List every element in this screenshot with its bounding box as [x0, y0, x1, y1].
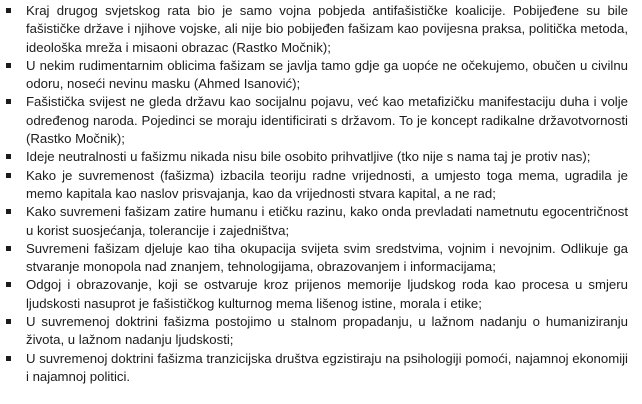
list-item-text: Kraj drugog svjetskog rata bio je samo vojna pobjeda antifašističke koalicije. Pobijeđene su bile fašističke države i njihove vojske, ali nije bio pobijeđen fašizam kao povijesna praksa, politička metoda, ideološka mreža i misaoni obrazac (Rastko Močnik); [26, 3, 628, 55]
square-bullet-icon [6, 319, 11, 324]
bullet-list [0, 2, 642, 386]
square-bullet-icon [6, 154, 11, 159]
list-item [0, 167, 642, 204]
list-item-text: Suvremeni fašizam djeluje kao tiha okupacija svijeta svim sredstvima, vojnim i nevojnim. Odlikuje ga stvaranje monopola nad znanjem, tehnologijama, obrazovanjem i informacijama; [26, 240, 628, 275]
list-item-text: Kako je suvremenost (fašizma) izbacila teoriju radne vrijednosti, a umjesto toga mema, ugradila je memo kapitala kao naslov prisvajanja, kao da vrijednosti stvara kapital, a ne rad; [26, 167, 628, 201]
square-bullet-icon [6, 356, 11, 361]
document-body [0, 2, 642, 386]
list-item-text: Fašistička svijest ne gleda državu kao socijalnu pojavu, već kao metafizičku manifestaciju duha i volje određenog naroda. Pojedinci se moraju identificirati s državom. To je koncept radikalne državotvornosti (Rastko Močnik); [26, 94, 628, 147]
list-item-text: U suvremenoj doktrini fašizma postojimo u stalnom propadanju, u lažnom nadanju o humaniziranju života, u lažnom nadanju ljudskosti; [26, 314, 628, 348]
list-item-text: Ideje neutralnosti u fašizmu nikada nisu bile osobito prihvatljive (tko nije s nama taj je protiv nas); [26, 149, 591, 165]
square-bullet-icon [6, 63, 11, 68]
square-bullet-icon [6, 173, 11, 178]
square-bullet-icon [6, 282, 11, 287]
list-item [0, 57, 642, 94]
list-item [0, 2, 642, 57]
list-item [0, 203, 642, 240]
list-item-text: U suvremenoj doktrini fašizma tranzicijska društva egzistiraju na psihologiji pomoći, najamnoj ekonomiji i najamnoj politici. [26, 350, 628, 384]
list-item-text: Odgoj i obrazovanje, koji se ostvaruje kroz prijenos memorije ljudskog roda kao procesa u smjeru ljudskosti nasuprot je fašističkog kulturnog mema lišenog istine, morala i etike; [26, 277, 628, 311]
list-item [0, 350, 642, 387]
list-item [0, 240, 642, 277]
list-item-text: U nekim rudimentarnim oblicima fašizam se javlja tamo gdje ga uopće ne očekujemo, obučen u civilnu odoru, noseći nevinu masku (Ahmed Isanović); [26, 57, 628, 92]
list-item-text: Kako suvremeni fašizam zatire humanu i etičku razinu, kako onda prevladati nametnutu egocentričnost u korist suosjećanja, tolerancije i zajedništva; [26, 204, 628, 238]
list-item [0, 148, 642, 166]
list-item [0, 313, 642, 350]
list-item [0, 93, 642, 148]
square-bullet-icon [6, 246, 11, 251]
list-item [0, 276, 642, 313]
square-bullet-icon [6, 8, 11, 13]
square-bullet-icon [6, 209, 11, 214]
square-bullet-icon [6, 99, 11, 104]
